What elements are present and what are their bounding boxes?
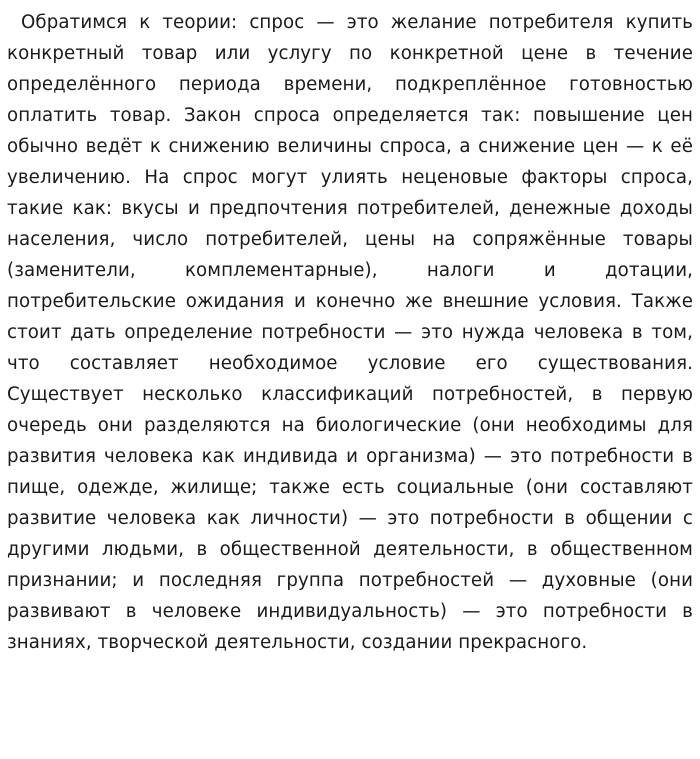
document-body	[7, 7, 693, 658]
paragraph-text: Обратимся к теории: спрос — это желание потребителя купить конкретный товар или услугу по конкретной цене в течение определённого периода времени, подкреплённое готовностью оплатить товар. Закон спроса определяется так: повышение цен обычно ведёт к снижению величины спроса, а снижение цен — к её увеличению. На спрос могут улиять неценовые факторы спроса, такие как: вкусы и предпочтения потребителей, денежные доходы населения, число потребителей, цены на сопряжённые товары (заменители, комплементарные), налоги и дотации, потребительские ожидания и конечно же внешние условия. Также стоит дать определение потребности — это нужда человека в том, что составляет необходимое условие его существования. Существует несколько классификаций потребностей, в первую очередь они разделяются на биологические (они необходимы для развития человека как индивида и организма) — это потребности в пище, одежде, жилище; также есть социальные (они составляют развитие человека как личности) — это потребности в общении с другими людьми, в общественной деятельности, в общественном признании; и последняя группа потребностей — духовные (они развивают в человеке индивидуальность) — это потребности в знаниях, творческой деятельности, создании прекрасного.	[7, 12, 693, 653]
